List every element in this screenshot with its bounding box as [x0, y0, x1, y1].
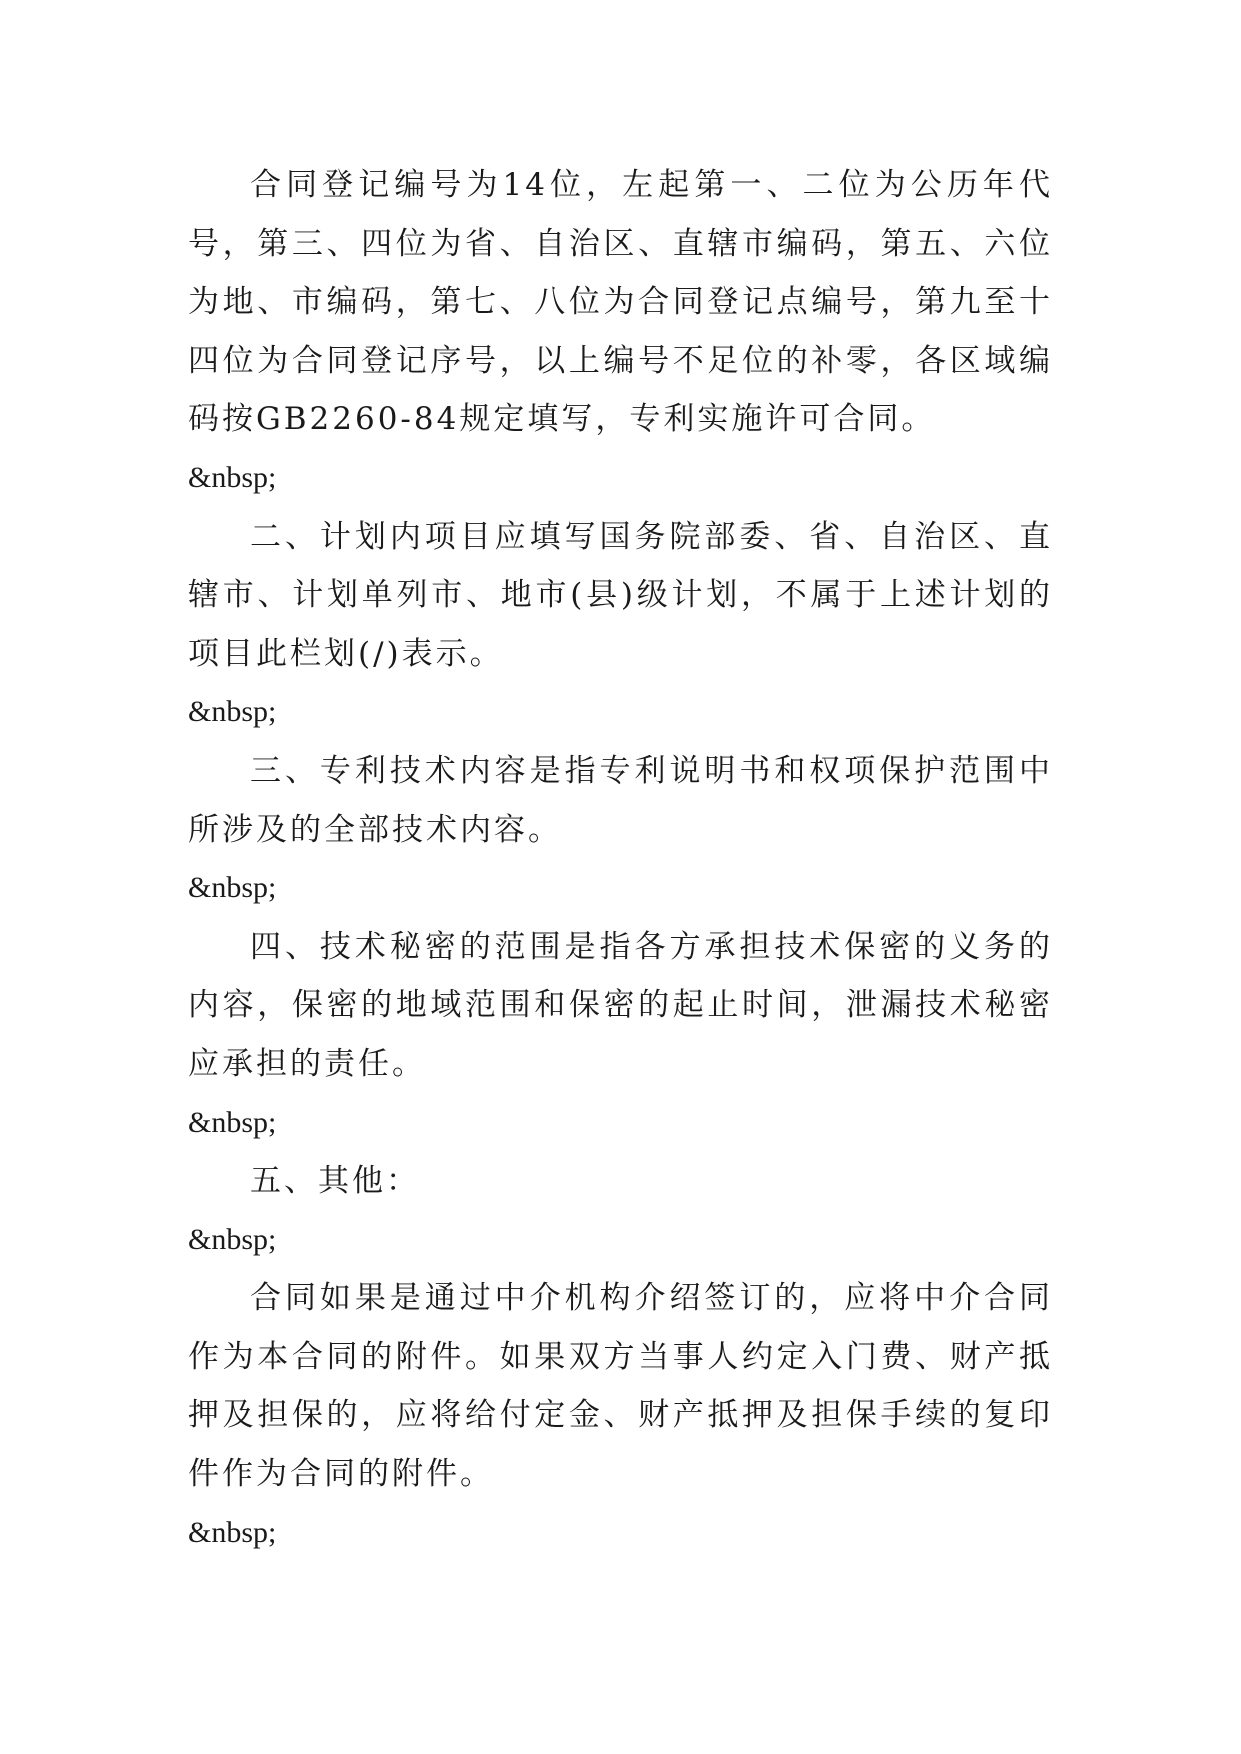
document-body	[188, 156, 1053, 1562]
nbsp-line: &nbsp;	[188, 460, 277, 494]
paragraph-others-heading: 五、其他：	[250, 1163, 420, 1200]
paragraph-technical-secrets-scope: 四、技术秘密的范围是指各方承担技术保密的义务的内容，保密的地域范围和保密的起止时间，泄漏技术秘密应承担的责任。	[188, 928, 1053, 1082]
paragraph-contract-registration-number: 合同登记编号为14位，左起第一、二位为公历年代号，第三、四位为省、自治区、直辖市编码，第五、六位为地、市编码，第七、八位为合同登记点编号，第九至十四位为合同登记序号，以上编号不足位的补零，各区域编码按GB2260-84规定填写，专利实施许可合同。	[188, 167, 1053, 438]
nbsp-line: &nbsp;	[188, 1515, 277, 1549]
paragraph-intermediary-attachments: 合同如果是通过中介机构介绍签订的，应将中介合同作为本合同的附件。如果双方当事人约定入门费、财产抵押及担保的，应将给付定金、财产抵押及担保手续的复印件作为合同的附件。	[188, 1280, 1053, 1493]
paragraph-patent-technical-content: 三、专利技术内容是指专利说明书和权项保护范围中所涉及的全部技术内容。	[188, 752, 1053, 848]
nbsp-line: &nbsp;	[188, 1222, 277, 1256]
nbsp-line: &nbsp;	[188, 1105, 277, 1139]
paragraph-planned-projects: 二、计划内项目应填写国务院部委、省、自治区、直辖市、计划单列市、地市(县)级计划，不属于上述计划的项目此栏划(/)表示。	[188, 518, 1053, 672]
nbsp-line: &nbsp;	[188, 695, 277, 729]
nbsp-line: &nbsp;	[188, 871, 277, 905]
